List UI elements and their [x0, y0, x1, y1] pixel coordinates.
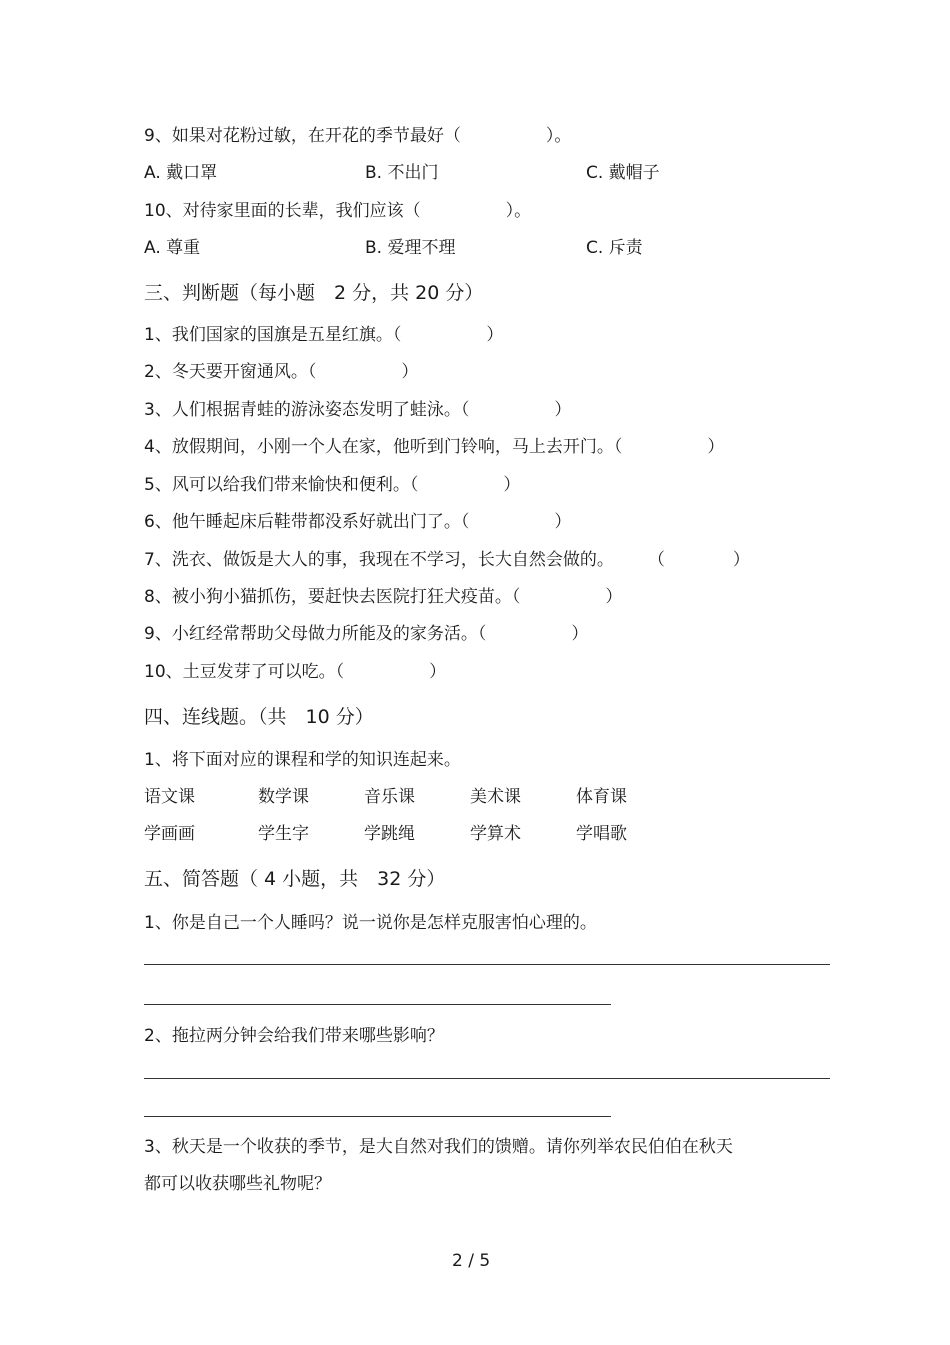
judge-item-10: 10、土豆发芽了可以吃。（ ） — [144, 662, 447, 682]
answer-line[interactable] — [144, 964, 830, 965]
judge-item-6: 6、他午睡起床后鞋带都没系好就出门了。（ ） — [144, 512, 572, 532]
course-item: 体育课 — [576, 787, 627, 807]
answer-line[interactable] — [144, 1116, 611, 1117]
question-10-stem: 10、对待家里面的长辈，我们应该（ ）。 — [144, 201, 532, 221]
skill-item: 学生字 — [258, 824, 309, 844]
course-item: 音乐课 — [364, 787, 415, 807]
matching-question-1: 1、将下面对应的课程和学的知识连起来。 — [144, 750, 461, 770]
section-3-heading: 三、判断题（每小题 2 分，共 20 分） — [144, 282, 484, 304]
short-answer-question-1: 1、你是自己一个人睡吗？说一说你是怎样克服害怕心理的。 — [144, 913, 597, 933]
answer-line[interactable] — [144, 1078, 830, 1079]
skill-item: 学唱歌 — [576, 824, 627, 844]
judge-item-9: 9、小红经常帮助父母做力所能及的家务活。（ ） — [144, 624, 589, 644]
question-10-option-b: B. 爱理不理 — [365, 238, 456, 258]
question-10-option-a: A. 尊重 — [144, 238, 201, 258]
judge-item-1: 1、我们国家的国旗是五星红旗。（ ） — [144, 325, 504, 345]
question-9-option-a: A. 戴口罩 — [144, 163, 218, 183]
short-answer-question-2: 2、拖拉两分钟会给我们带来哪些影响？ — [144, 1026, 444, 1046]
judge-item-8: 8、被小狗小猫抓伤，要赶快去医院打狂犬疫苗。（ ） — [144, 587, 623, 607]
short-answer-question-3-line-2: 都可以收获哪些礼物呢？ — [144, 1174, 331, 1194]
answer-line[interactable] — [144, 1004, 611, 1005]
page-number: 2 / 5 — [452, 1251, 491, 1271]
judge-item-7: 7、洗衣、做饭是大人的事，我现在不学习，长大自然会做的。 （ ） — [144, 550, 750, 570]
question-9-option-c: C. 戴帽子 — [586, 163, 660, 183]
course-item: 数学课 — [258, 787, 309, 807]
judge-item-2: 2、冬天要开窗通风。（ ） — [144, 362, 419, 382]
question-9-stem: 9、如果对花粉过敏，在开花的季节最好（ ）。 — [144, 126, 572, 146]
section-4-heading: 四、连线题。（共 10 分） — [144, 706, 374, 728]
section-5-heading: 五、简答题（ 4 小题，共 32 分） — [144, 868, 446, 890]
skill-item: 学画画 — [144, 824, 195, 844]
judge-item-3: 3、人们根据青蛙的游泳姿态发明了蛙泳。（ ） — [144, 400, 572, 420]
skill-item: 学算术 — [470, 824, 521, 844]
judge-item-4: 4、放假期间，小刚一个人在家，他听到门铃响，马上去开门。（ ） — [144, 437, 725, 457]
course-item: 美术课 — [470, 787, 521, 807]
question-9-option-b: B. 不出门 — [365, 163, 439, 183]
skill-item: 学跳绳 — [364, 824, 415, 844]
question-10-option-c: C. 斥责 — [586, 238, 643, 258]
judge-item-5: 5、风可以给我们带来愉快和便利。（ ） — [144, 475, 521, 495]
course-item: 语文课 — [144, 787, 195, 807]
short-answer-question-3-line-1: 3、秋天是一个收获的季节，是大自然对我们的馈赠。请你列举农民伯伯在秋天 — [144, 1137, 733, 1157]
